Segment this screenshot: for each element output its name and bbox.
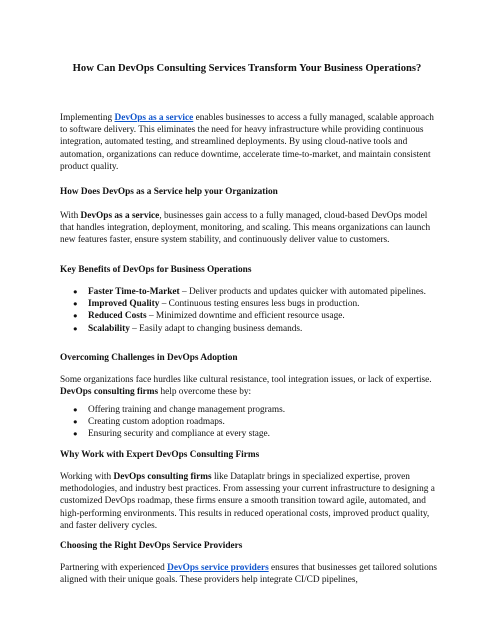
page-title: How Can DevOps Consulting Services Transform Your Business Operations? <box>72 63 422 74</box>
paragraph-text: help overcome these by: <box>158 387 252 398</box>
section-heading-overcoming-challenges: Overcoming Challenges in DevOps Adoption <box>60 353 238 363</box>
list-item: ● Ensuring security and compliance at every stage. <box>60 428 442 440</box>
section-paragraph-why-expert-firms <box>60 471 442 532</box>
devops-as-a-service-link[interactable]: DevOps as a service <box>114 113 194 123</box>
bold-phrase: DevOps consulting firms <box>60 387 159 398</box>
benefit-text: – Deliver products and updates quicker with automated pipelines. <box>179 287 426 297</box>
section-heading-choosing-providers: Choosing the Right DevOps Service Providers <box>60 541 243 551</box>
list-item <box>60 323 442 335</box>
section-paragraph-choosing-providers <box>60 562 442 586</box>
paragraph-text: like Dataplatr brings in specialized expertise, proven methodologies, and industry best practices. From assessing your current infrastructure to designing a customized DevOps roadmap, these firms ensure a smooth transition toward agile, automated, and high-performing environments. This results in reduced operational costs, improved product quality, and faster delivery cycles. <box>60 472 435 531</box>
paragraph-text: , businesses gain access to a fully managed, cloud-based DevOps model that handles integration, deployment, monitoring, and scaling. This means organizations can launch new features faster, ensure system stability, and continuously deliver value to customers. <box>60 211 431 246</box>
list-item <box>60 298 442 310</box>
list-item: ● Offering training and change management programs. <box>60 404 442 416</box>
section-heading-key-benefits: Key Benefits of DevOps for Business Operations <box>60 265 252 275</box>
intro-text-start: Implementing <box>60 113 115 123</box>
benefit-title: Reduced Costs <box>88 311 147 322</box>
benefit-text: – Minimized downtime and efficient resource usage. <box>146 311 345 322</box>
bold-phrase: DevOps as a service <box>80 211 160 221</box>
list-item: ● Creating custom adoption roadmaps. <box>60 416 442 428</box>
benefit-title: Improved Quality <box>88 299 160 310</box>
benefit-title: Faster Time-to-Market <box>88 287 180 297</box>
list-item <box>60 310 442 322</box>
section-heading-why-expert-firms: Why Work with Expert DevOps Consulting Firms <box>60 450 260 460</box>
section-paragraph-how-devops-helps <box>60 210 442 247</box>
benefit-text: – Continuous testing ensures less bugs in production. <box>159 299 360 310</box>
intro-text-end: enables businesses to access a fully managed, scalable approach to software delivery. This eliminates the need for heavy infrastructure while providing continuous integration, automated testing, and streamlined deployments. By using cloud-native tools and automation, organizations can reduce downtime, accelerate time-to-market, and maintain consistent product quality. <box>60 113 434 172</box>
key-benefits-list <box>60 286 442 335</box>
section-heading-how-devops-helps: How Does DevOps as a Service help your Organization <box>60 187 278 197</box>
challenges-list <box>60 404 442 441</box>
list-item <box>60 286 442 298</box>
paragraph-text: With <box>60 211 81 221</box>
bold-phrase: DevOps consulting firms <box>113 472 212 482</box>
paragraph-text: Working with <box>60 472 114 482</box>
devops-service-providers-link[interactable]: DevOps service providers <box>167 563 269 573</box>
paragraph-text: Some organizations face hurdles like cultural resistance, tool integration issues, or lack of expertise. <box>60 375 432 385</box>
paragraph-text: Partnering with experienced <box>60 563 168 573</box>
paragraph-text: ensures that businesses get tailored solutions aligned with their unique goals. These providers help integrate CI/CD pipelines, <box>60 563 438 586</box>
benefit-text: – Easily adapt to changing business demands. <box>129 323 303 334</box>
section-paragraph-overcoming-challenges <box>60 374 442 398</box>
intro-paragraph <box>60 112 442 173</box>
benefit-title: Scalability <box>88 323 130 334</box>
